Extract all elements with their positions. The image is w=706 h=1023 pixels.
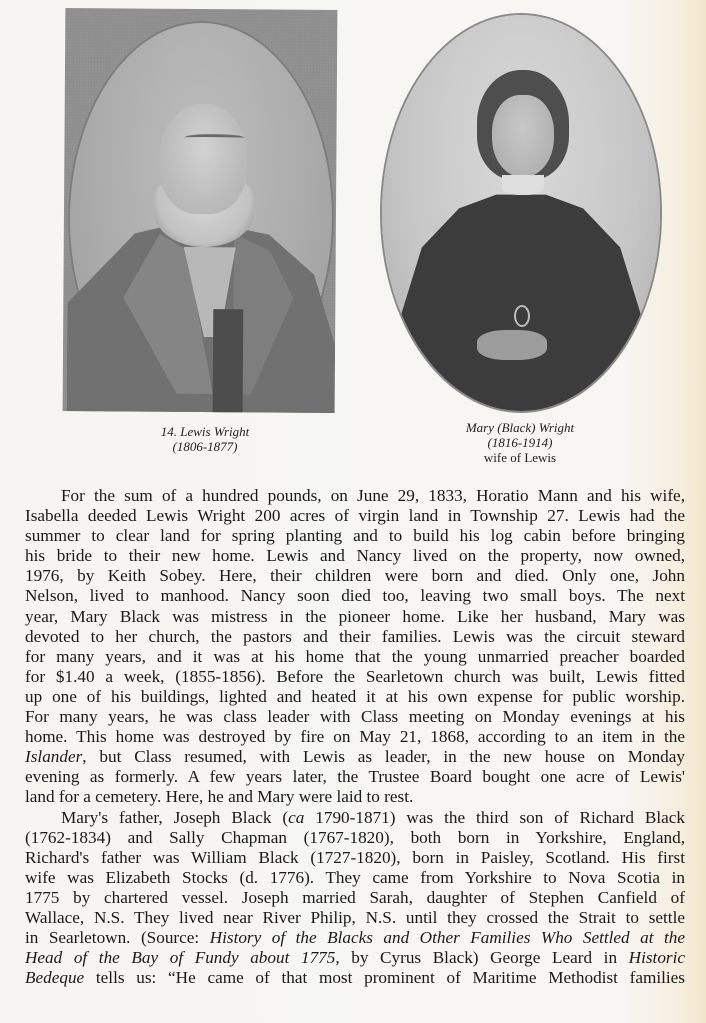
caption-dates: (1816-1914) bbox=[487, 435, 553, 450]
text-line: his bride to their new home. Lewis and Nancy lived on the property, now owned, bbox=[25, 546, 685, 566]
text-line: evening as formerly. A few years later, the Trustee Board bought one acre of Lewis' bbox=[25, 767, 685, 787]
figure-number: 14. bbox=[160, 424, 177, 439]
text-line: for many years, and it was at his home that the young unmarried preacher boarded bbox=[25, 646, 685, 666]
text-line: For the sum of a hundred pounds, on June 29, 1833, Horatio Mann and his wife, bbox=[61, 486, 685, 505]
caption-mary-wright bbox=[420, 420, 620, 465]
photo-vest bbox=[213, 309, 244, 413]
text-line: year, Mary Black was mistress in the pioneer home. Like her husband, Mary was bbox=[25, 606, 685, 626]
text-line: land for a cemetery. Here, he and Mary were laid to rest. bbox=[25, 787, 414, 807]
text-line: summer to clear land for spring planting and to build his log cabin before bringing bbox=[25, 526, 685, 546]
caption-relation: wife of Lewis bbox=[483, 450, 557, 465]
text-line: in Searletown. (Source: History of the Blacks and Other Families Who Settled at the bbox=[25, 928, 685, 948]
caption-name: Mary (Black) Wright bbox=[465, 420, 575, 435]
text-line: wife was Elizabeth Stocks (d. 1776). They came from Yorkshire to Nova Scotia in bbox=[25, 867, 685, 887]
text-line: 1976, by Keith Sobey. Here, their children were born and died. Only one, John bbox=[25, 566, 685, 586]
caption-name: Lewis Wright bbox=[180, 424, 250, 439]
italic-book-title: Bedeque bbox=[25, 968, 85, 988]
photo-brooch bbox=[514, 305, 530, 327]
italic-source-title: History of the Blacks and Other Families Who Settled at the bbox=[209, 928, 685, 948]
italic-book-title: Historic bbox=[628, 948, 686, 968]
text-line: Bedeque tells us: “He came of that most prominent of Maritime Methodist families bbox=[25, 968, 685, 988]
text-line: for $1.40 a week, (1855-1856). Before the Searletown church was built, Lewis fitted bbox=[25, 666, 685, 686]
paragraph-2 bbox=[25, 808, 685, 989]
portrait-photo-mary-wright bbox=[382, 15, 660, 411]
text-line: 1775 by chartered vessel. Joseph married Sarah, daughter of Stephen Canfield of bbox=[25, 887, 685, 907]
caption-dates: (1806-1877) bbox=[172, 439, 238, 454]
italic-title-islander: Islander bbox=[25, 747, 83, 767]
text-line: up one of his buildings, lighted and heated it at his own expense for public worship. bbox=[25, 686, 685, 706]
caption-name-line bbox=[110, 424, 300, 439]
photo-head bbox=[159, 104, 248, 215]
photo-dress bbox=[397, 190, 645, 411]
photo-face bbox=[492, 95, 554, 177]
caption-lewis-wright bbox=[110, 424, 300, 454]
text-line: Nelson, lived to manhood. Nancy soon died too, leaving two small boys. The next bbox=[25, 586, 685, 606]
photo-collar bbox=[502, 175, 544, 195]
portrait-photo-lewis-wright bbox=[63, 8, 338, 413]
text-line: (1762-1834) and Sally Chapman (1767-1820), both born in Yorkshire, England, bbox=[25, 827, 685, 847]
paragraph-1 bbox=[25, 486, 685, 808]
text-line: Richard's father was William Black (1727-1820), born in Paisley, Scotland. His first bbox=[25, 847, 685, 867]
photo-hands bbox=[477, 330, 547, 360]
text-line: Head of the Bay of Fundy about 1775, by Cyrus Black) George Leard in Historic bbox=[25, 948, 686, 968]
text-line: devoted to her church, the pastors and their families. Lewis was the circuit steward bbox=[25, 626, 685, 646]
text-line: Islander, but Class resumed, with Lewis as leader, in the new house on Monday bbox=[25, 747, 685, 767]
italic-source-title: Head of the Bay of Fundy about 1775, bbox=[25, 948, 340, 968]
text-line: Wallace, N.S. They lived near River Philip, N.S. until they crossed the Strait to settle bbox=[25, 907, 685, 927]
text-line: Mary's father, Joseph Black (ca 1790-1871) was the third son of Richard Black bbox=[61, 807, 685, 827]
text-line: Isabella deeded Lewis Wright 200 acres of virgin land in Township 27. Lewis had the bbox=[25, 506, 685, 526]
body-text bbox=[25, 486, 685, 988]
text-line: home. This home was destroyed by fire on May 21, 1868, according to an item in the bbox=[25, 727, 685, 747]
text-line: For many years, he was class leader with Class meeting on Monday evenings at his bbox=[25, 707, 685, 727]
